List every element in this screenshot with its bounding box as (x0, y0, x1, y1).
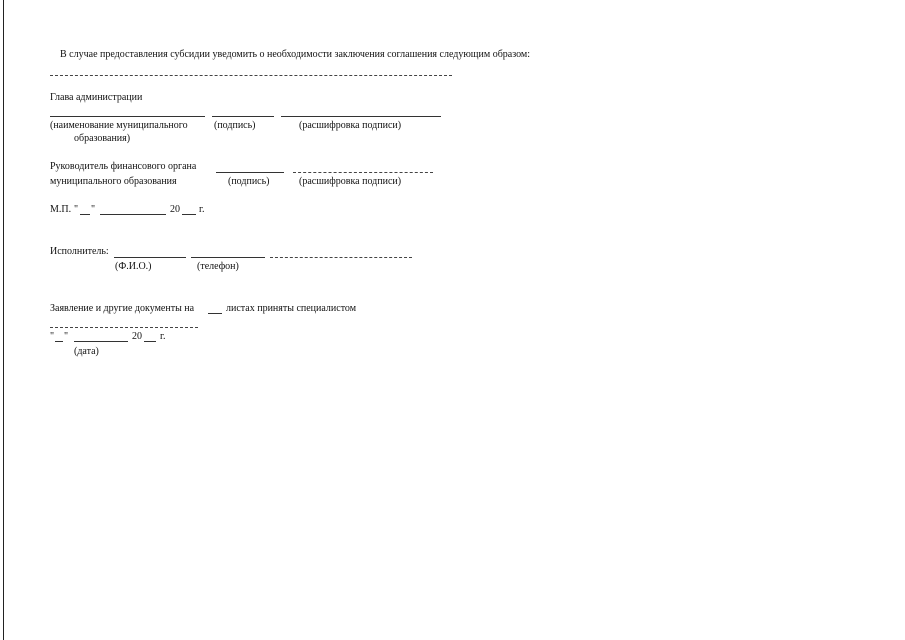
acceptance-caption-date: (дата) (74, 346, 99, 357)
stamp-month-line (100, 214, 166, 215)
acceptance-month-line (74, 341, 128, 342)
stamp-year-prefix: 20 (170, 204, 180, 215)
acceptance-year-prefix: 20 (132, 331, 142, 342)
finance-decoding-line (293, 172, 433, 173)
finance-title-line1: Руководитель финансового органа (50, 161, 197, 172)
stamp-year-line (182, 214, 196, 215)
head-municipality-line (50, 116, 205, 117)
acceptance-quote-open: " (50, 331, 55, 342)
page-left-border (3, 0, 4, 640)
head-caption-signature: (подпись) (214, 120, 256, 131)
executor-caption-phone: (телефон) (197, 261, 239, 272)
stamp-quote-open: " (74, 204, 79, 215)
acceptance-text-after: листах приняты специалистом (226, 303, 357, 314)
acceptance-year-line (144, 341, 156, 342)
stamp-quote-close: " (91, 204, 96, 215)
head-caption-decoding: (расшифровка подписи) (299, 120, 402, 131)
executor-phone-line (191, 257, 265, 258)
stamp-mp: М.П. (50, 204, 72, 215)
executor-label: Исполнитель: (50, 246, 109, 257)
executor-extra-line (270, 257, 412, 258)
acceptance-day-line (55, 341, 63, 342)
stamp-year-suffix: г. (199, 204, 205, 215)
head-title: Глава администрации (50, 92, 143, 103)
acceptance-text-before: Заявление и другие документы на (50, 303, 195, 314)
stamp-day-line (80, 214, 90, 215)
acceptance-specialist-line (50, 327, 198, 328)
head-signature-line (212, 116, 274, 117)
finance-caption-decoding: (расшифровка подписи) (299, 176, 402, 187)
finance-signature-line (216, 172, 284, 173)
head-decoding-line (281, 116, 441, 117)
intro-text: В случае предоставления субсидии уведомить о необходимости заключения соглашения следующим образом: (60, 49, 531, 60)
executor-fio-line (114, 257, 186, 258)
acceptance-quote-close: " (64, 331, 69, 342)
finance-title-line2: муниципального образования (50, 176, 177, 187)
head-caption-name-cont: образования) (74, 133, 131, 144)
finance-caption-signature: (подпись) (228, 176, 270, 187)
executor-caption-fio: (Ф.И.О.) (115, 261, 152, 272)
agreement-method-line (50, 75, 452, 76)
acceptance-pages-line (208, 313, 222, 314)
acceptance-year-suffix: г. (160, 331, 166, 342)
head-caption-name: (наименование муниципального (50, 120, 188, 131)
